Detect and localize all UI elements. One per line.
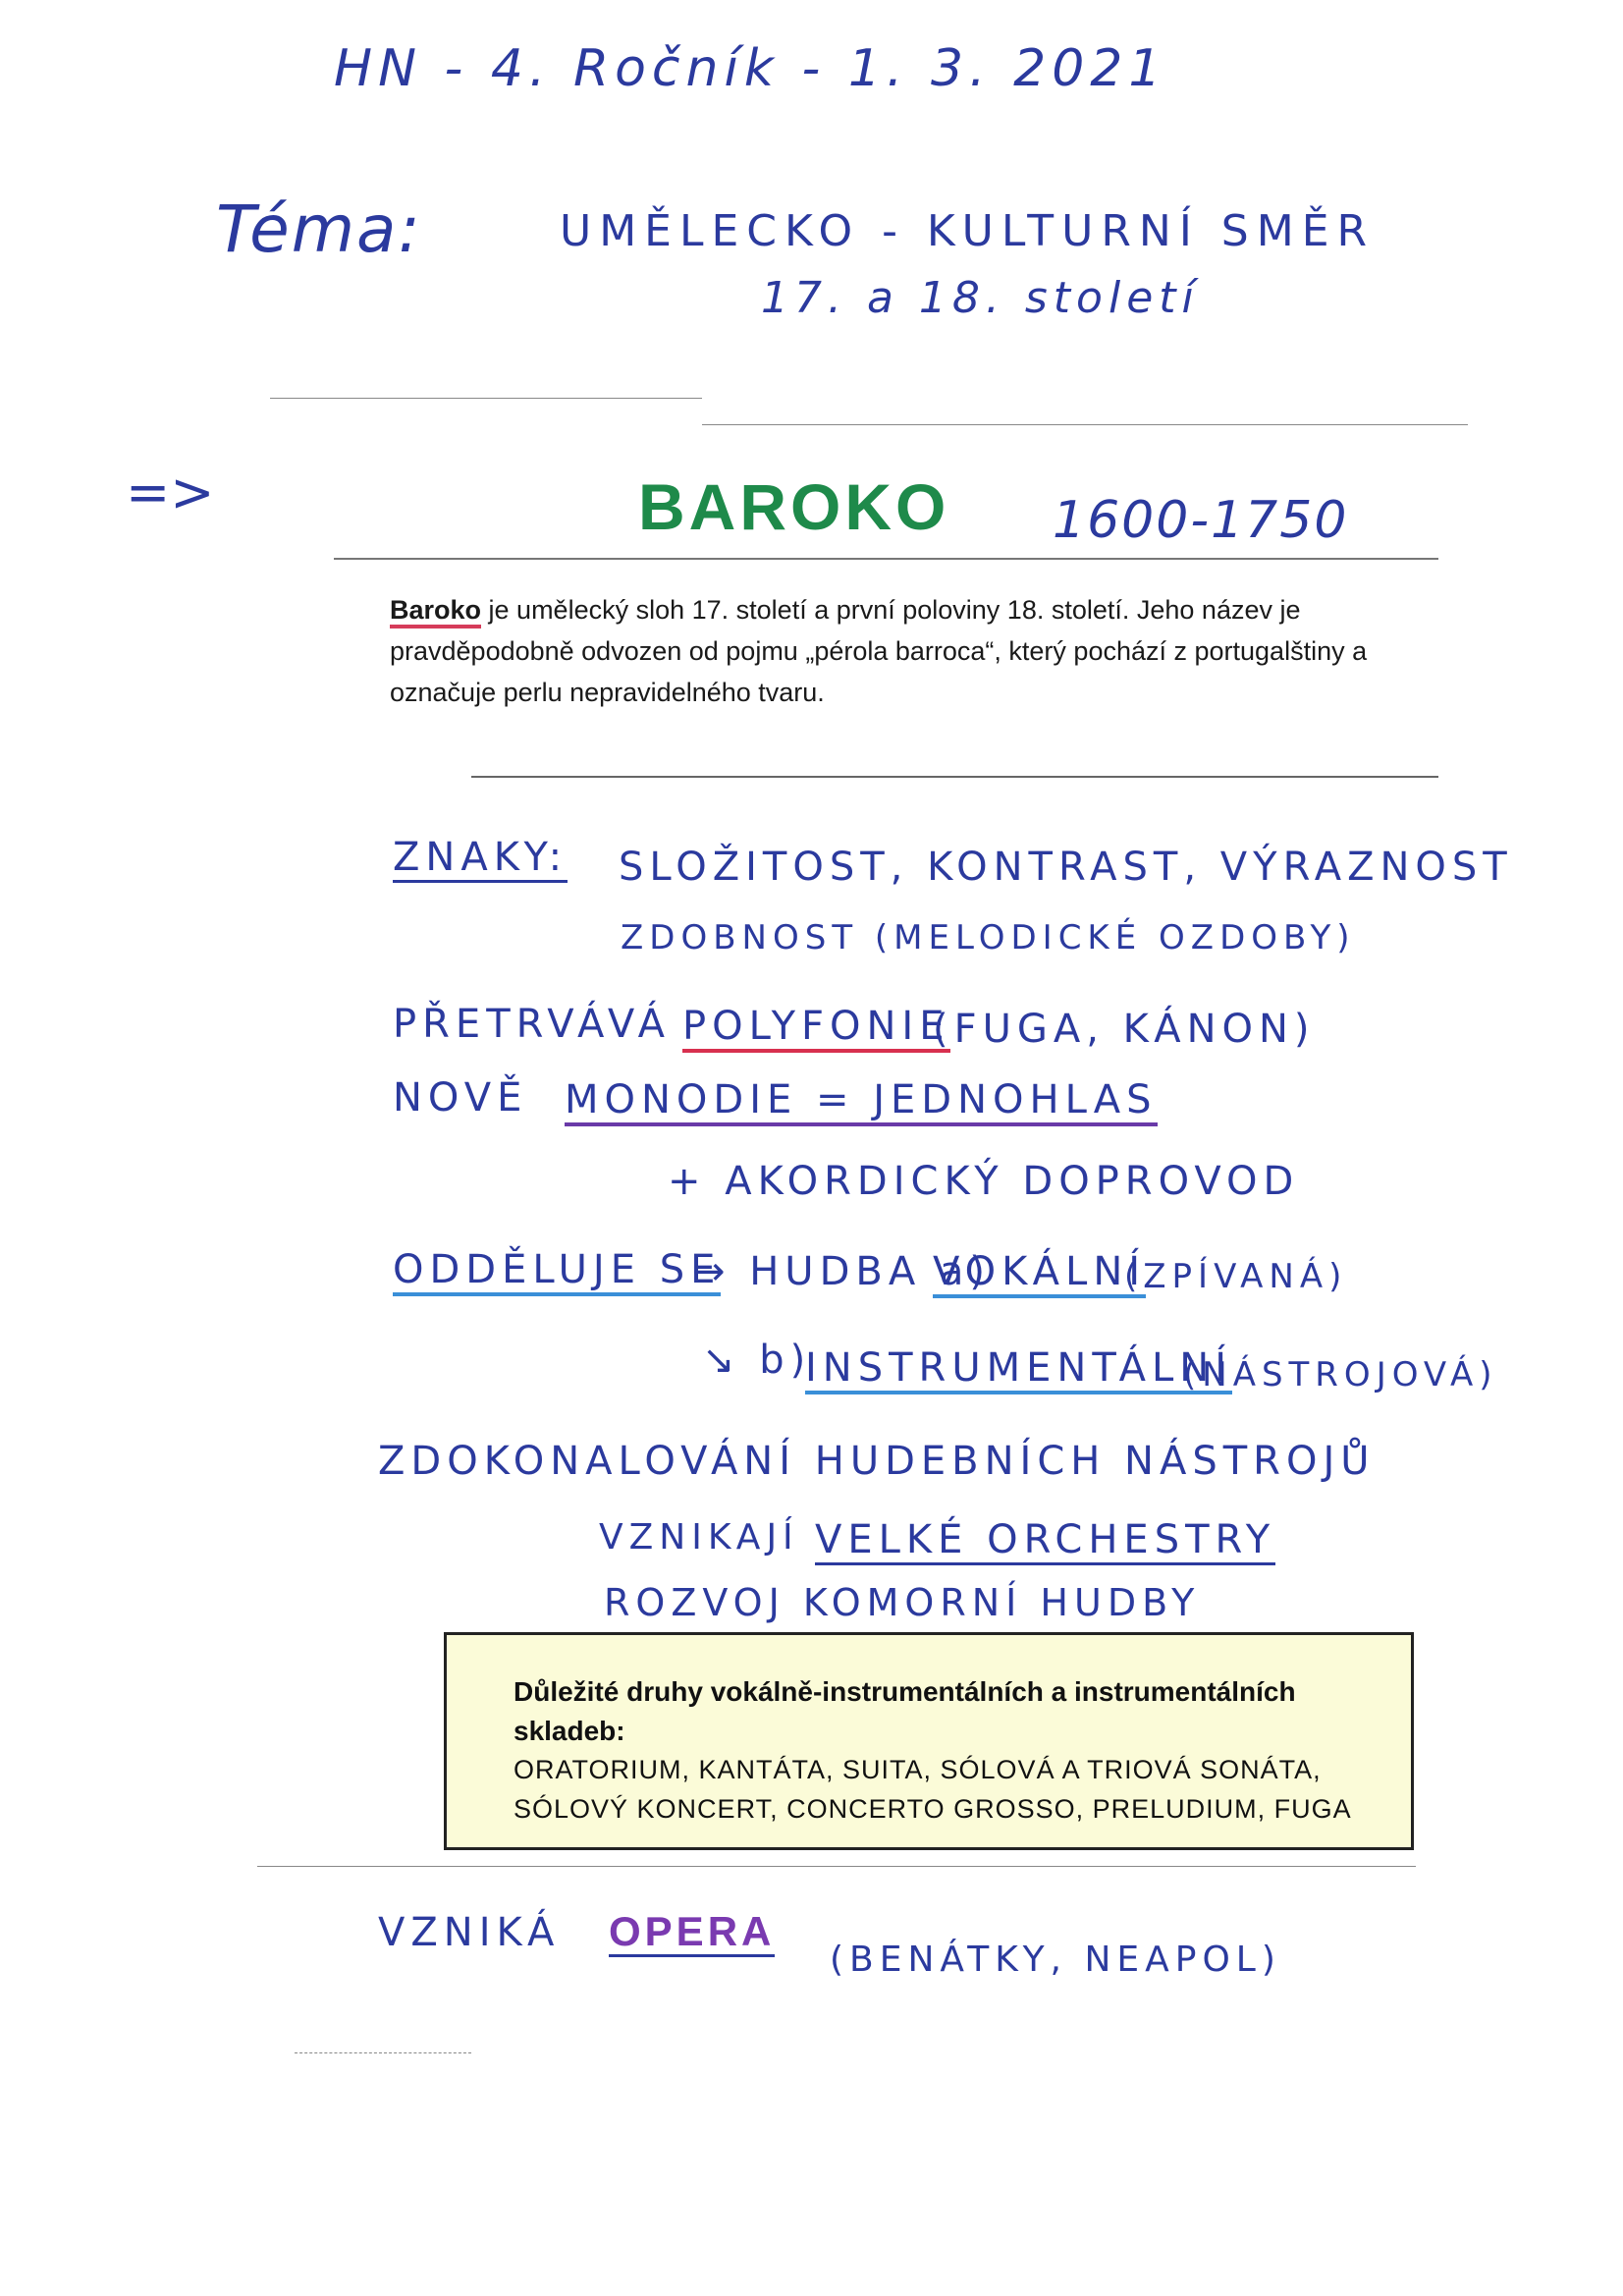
- header-line: HN - 4. Ročník - 1. 3. 2021: [334, 39, 1167, 98]
- composition-types-box: [444, 1632, 1414, 1850]
- zdokonalovani-line: ZDOKONALOVÁNÍ HUDEBNÍCH NÁSTROJŮ: [378, 1439, 1376, 1484]
- divider: [471, 776, 1438, 778]
- instrumentalni-text: INSTRUMENTÁLNÍ: [805, 1345, 1232, 1394]
- znaky-line-2: ZDOBNOST (MELODICKÉ OZDOBY): [621, 918, 1356, 957]
- section-title: BAROKO: [638, 470, 950, 543]
- section-years: 1600-1750: [1053, 491, 1349, 550]
- divider: [295, 2052, 471, 2053]
- opera-text: OPERA: [609, 1908, 775, 1957]
- polyfonie-text: POLYFONIE: [682, 1004, 950, 1053]
- box-line-2: SÓLOVÝ KONCERT, CONCERTO GROSSO, PRELUDIUM, FUGA: [514, 1794, 1352, 1824]
- instrumentalni-note: (NÁSTROJOVÁ): [1183, 1355, 1498, 1394]
- divider: [257, 1866, 1416, 1867]
- vokalni-term: [933, 1249, 1146, 1294]
- nove-label: NOVĚ: [393, 1075, 528, 1121]
- intro-paragraph: [390, 589, 1421, 713]
- odd-arrow: → HUDBA a): [692, 1249, 992, 1294]
- polyfonie-term: [682, 1004, 950, 1049]
- odd-label-text: ODDĚLUJE SE: [393, 1247, 721, 1296]
- monodie-text: MONODIE = JEDNOHLAS: [565, 1077, 1158, 1126]
- polyfonie-note: (FUGA, KÁNON): [933, 1007, 1316, 1052]
- box-line-1: ORATORIUM, KANTÁTA, SUITA, SÓLOVÁ A TRIOVÁ SONÁTA,: [514, 1755, 1322, 1784]
- znaky-label-text: ZNAKY:: [393, 835, 568, 883]
- pretrvava-label: PŘETRVÁVÁ: [393, 1002, 672, 1047]
- znaky-label: [393, 835, 568, 880]
- box-heading: Důležité druhy vokálně-instrumentálních a instrumentálních skladeb:: [514, 1676, 1296, 1746]
- instrumentalni-term: [805, 1345, 1232, 1391]
- intro-term: Baroko: [390, 595, 481, 629]
- znaky-line-1: SLOŽITOST, KONTRAST, VÝRAZNOST: [619, 845, 1513, 890]
- akordicky-line: + AKORDICKÝ DOPROVOD: [668, 1159, 1300, 1204]
- rozvoj-line: ROZVOJ KOMORNÍ HUDBY: [604, 1581, 1201, 1624]
- theme-label: Téma:: [216, 191, 422, 267]
- divider: [334, 558, 1438, 560]
- odd-label: [393, 1247, 721, 1292]
- monodie-term: [565, 1077, 1158, 1122]
- vokalni-text: VOKÁLNÍ: [933, 1249, 1146, 1298]
- opera-note: (BENÁTKY, NEAPOL): [830, 1940, 1281, 1980]
- arrow-icon: =>: [126, 462, 215, 523]
- instr-prefix: ↘ b): [702, 1338, 812, 1383]
- vokalni-note: (ZPÍVANÁ): [1124, 1257, 1348, 1296]
- orchestry-text: VELKÉ ORCHESTRY: [815, 1517, 1275, 1565]
- theme-subtitle: 17. a 18. století: [761, 273, 1200, 323]
- divider: [270, 398, 702, 399]
- theme-title: UMĚLECKO - KULTURNÍ SMĚR: [560, 206, 1376, 256]
- vznikaji-label: VZNIKAJÍ: [599, 1517, 799, 1558]
- opera-term: [609, 1907, 775, 1955]
- intro-text: je umělecký sloh 17. století a první poloviny 18. století. Jeho název je pravděpodobně odvozen od pojmu „pérola barroca“, který pochází z portugalštiny a označuje perlu nepravidelného tvaru.: [390, 595, 1368, 707]
- orchestry-term: [815, 1517, 1275, 1562]
- divider: [702, 424, 1468, 425]
- opera-label: VZNIKÁ: [378, 1910, 561, 1955]
